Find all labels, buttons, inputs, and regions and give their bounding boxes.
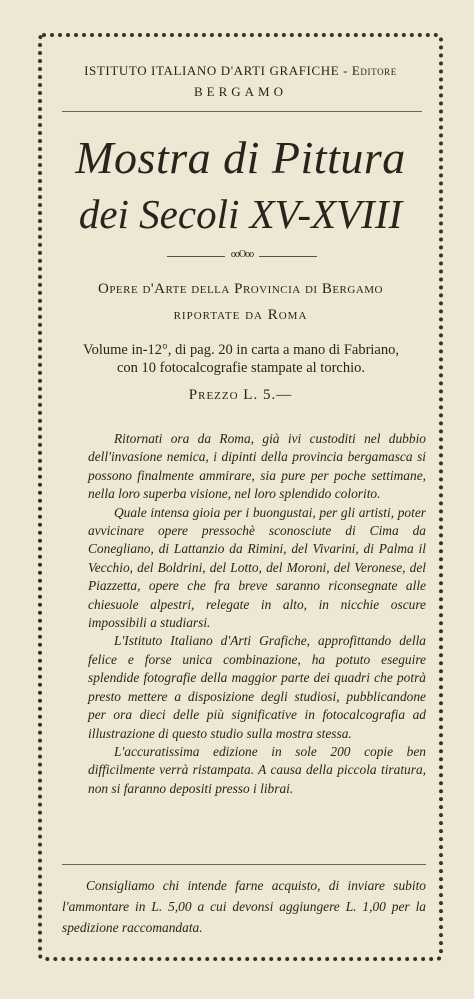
subtitle-line-2: riportate da Roma <box>173 307 308 323</box>
title-line-2: dei Secoli XV-XVIII <box>78 191 403 237</box>
ornament: ooOoo <box>230 249 254 260</box>
volume-line-2: con 10 fotocalcografie stampate al torchio. <box>116 360 365 376</box>
body-paragraph-3: L'Istituto Italiano d'Arti Grafiche, approfittando della felice e forse unica combinazione, ha potuto eseguire splendide fotografie della maggior parte dei quadri che potrà presto mettere a disposizione degli studiosi, pubblicandone per ora dieci delle più significative in fotocalcografia ad illustrazione di questo studio sulla mostra stessa. <box>88 633 426 741</box>
subtitle-line-1: Opere d'Arte della Provincia di Bergamo <box>97 281 383 297</box>
volume-description <box>55 341 427 377</box>
footnote-rule <box>62 864 426 865</box>
footnote: Consigliamo chi intende farne acquisto, di inviare subito l'ammontare in L. 5,00 a cui devonsi aggiungere L. 1,00 per la spedizione raccomandata. <box>62 878 426 935</box>
publisher-role: - Editore <box>339 63 397 78</box>
title-line-1: Mostra di Pittura <box>75 132 406 183</box>
ornament-rule-right <box>259 256 317 257</box>
ornament-rule-left <box>167 256 225 257</box>
body-paragraph-2: Quale intensa gioia per i buongustai, per gli artisti, poter avvicinare opere pressochè sconosciute di Cima da Conegliano, di Lattanzio da Rimini, del Vivarini, di Palma il Vecchio, del Boldrini, del Lotto, del Moroni, del Veronese, del Piazzetta, opere che fra breve saranno riconsegnate alle chiesuole alpestri, relegate in alto, in nicchie oscure impossibili a studiarsi. <box>88 504 426 631</box>
publisher-name: ISTITUTO ITALIANO D'ARTI GRAFICHE <box>84 63 340 78</box>
publisher-city: BERGAMO <box>193 84 287 99</box>
header-rule <box>62 111 422 112</box>
price: Prezzo L. 5.— <box>188 387 293 403</box>
body-text <box>88 430 426 798</box>
volume-line-1: Volume in-12°, di pag. 20 in carta a mano di Fabriano, <box>82 342 399 358</box>
publisher-line <box>48 62 433 79</box>
body-paragraph-4: L'accuratissima edizione in sole 200 copie ben difficilmente verrà ristampata. A causa della piccola tiratura, non si faranno depositi presso i librai. <box>88 743 426 796</box>
body-paragraph-1: Ritornati ora da Roma, già ivi custoditi nel dubbio dell'invasione nemica, i dipinti della provincia bergamasca si possono finalmente ammirare, sia pure per poche settimane, nella loro superba visione, nel loro splendido colorito. <box>88 431 426 502</box>
